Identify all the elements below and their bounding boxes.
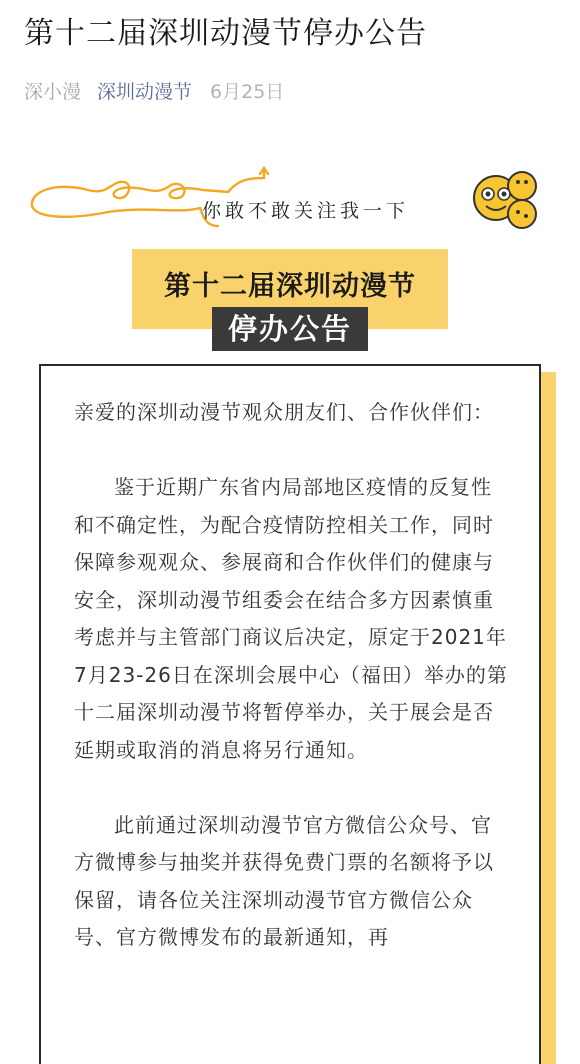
follow-banner-text: 你敢不敢关注我一下: [202, 200, 410, 222]
heading-title: 第十二届深圳动漫节: [164, 271, 416, 302]
mascot-logo-icon: [474, 172, 536, 228]
notice-body: [74, 394, 510, 994]
account-link[interactable]: 深圳动漫节: [97, 80, 193, 103]
publish-date: 6月25日: [210, 80, 285, 103]
notice-paragraph: 此前通过深圳动漫节官方微信公众号、官方微博参与抽奖并获得免费门票的名额将予以保留，请各位关注深圳动漫节官方微信公众号、官方微博发布的最新通知，再: [74, 812, 494, 949]
follow-banner: [28, 160, 548, 240]
author-name: 深小漫: [24, 80, 82, 103]
notice-greeting: 亲爱的深圳动漫节观众朋友们、合作伙伴们：: [74, 400, 494, 424]
article-title: 第十二届深圳动漫节停办公告: [24, 16, 427, 51]
notice-paragraph: 鉴于近期广东省内局部地区疫情的反复性和不确定性，为配合疫情防控相关工作，同时保障参观观众、参展商和合作伙伴们的健康与安全，深圳动漫节组委会在结合多方因素慎重考虑并与主管部门商议后决定，原定于2021年7月23-26日在深圳会展中心（福田）举办的第十二届深圳动漫节将暂停举办，关于展会是否延期或取消的消息将另行通知。: [74, 475, 508, 762]
heading-subtitle: 停办公告: [227, 312, 352, 346]
article-meta: [24, 74, 284, 106]
